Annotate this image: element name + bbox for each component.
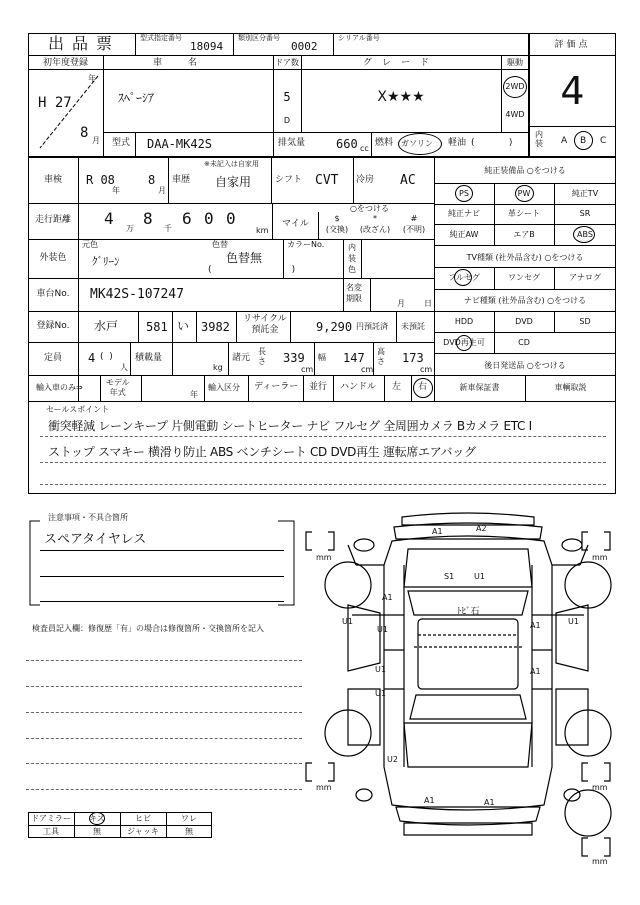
fuel-circle bbox=[398, 133, 442, 155]
interior-a: A bbox=[561, 136, 568, 146]
nav-cd: CD bbox=[518, 338, 530, 347]
doors-label: ドア数 bbox=[275, 58, 299, 67]
divider bbox=[434, 353, 616, 354]
divider bbox=[373, 342, 374, 375]
name-label: 車名 bbox=[152, 58, 223, 68]
acc-cell: 無 bbox=[185, 827, 193, 836]
acc-header: キズ bbox=[89, 814, 105, 823]
capacity-paren: ( ) bbox=[100, 352, 113, 362]
equipment-pw-circle bbox=[515, 185, 534, 202]
divider bbox=[103, 69, 529, 70]
load-unit: kg bbox=[213, 363, 223, 372]
nav-hdd: HDD bbox=[454, 317, 474, 326]
divider bbox=[28, 278, 434, 279]
inspector-rule bbox=[26, 763, 302, 764]
divider bbox=[103, 55, 104, 157]
equipment-navi: 純正ナビ bbox=[448, 209, 480, 218]
color-change-label: 色替 bbox=[212, 240, 228, 249]
divider bbox=[333, 375, 334, 401]
equipment-aw: 純正AW bbox=[449, 230, 479, 239]
import-label: 輸入車のみ⇒ bbox=[36, 383, 83, 392]
divider bbox=[361, 239, 362, 278]
mileage-unit: 万 bbox=[126, 224, 134, 233]
divider bbox=[396, 311, 397, 342]
acc-cell: ジャッキ bbox=[127, 827, 159, 836]
ruibetsu-value: 0002 bbox=[291, 40, 318, 53]
ac-label: 冷房 bbox=[356, 175, 375, 185]
shaken-label: 車検 bbox=[43, 175, 62, 185]
width-value: 147 bbox=[343, 351, 365, 365]
meter-note: ○をつける bbox=[350, 204, 389, 213]
mileage-digit: 4 bbox=[104, 209, 114, 228]
shaken-month-unit: 月 bbox=[158, 186, 166, 195]
height-label: 高 さ bbox=[377, 347, 385, 366]
divider bbox=[271, 157, 272, 203]
diagram-mark: U1 bbox=[377, 625, 388, 634]
tire-unit: mm bbox=[316, 783, 332, 792]
height-value: 173 bbox=[402, 351, 424, 365]
sales-line bbox=[40, 462, 606, 463]
dim-unit: cm bbox=[420, 365, 433, 374]
diagram-mark: S1 bbox=[444, 572, 455, 581]
fuel-label: 燃料 bbox=[375, 138, 394, 148]
interior-c: C bbox=[600, 136, 607, 146]
diagram-mark: A1 bbox=[484, 798, 495, 807]
shaken-month: 8 bbox=[148, 173, 156, 187]
reg-month-unit: 月 bbox=[92, 136, 100, 145]
reg-diagonal bbox=[34, 72, 100, 152]
displacement-unit: cc bbox=[360, 144, 369, 153]
diagram-mark: ﾄﾋﾞ石 bbox=[457, 607, 480, 617]
reg-year-unit: 年 bbox=[88, 74, 96, 83]
color-change-value: 色替無 bbox=[226, 251, 263, 265]
divider bbox=[28, 401, 616, 402]
width-label: 幅 bbox=[318, 353, 326, 362]
reg-number: 3982 bbox=[201, 320, 230, 334]
name-change-label: 名変 期限 bbox=[346, 283, 362, 303]
nav-title: ナビ種類 (社外品含む) ○をつける bbox=[463, 296, 587, 305]
divider bbox=[434, 267, 616, 268]
tire-unit: mm bbox=[316, 553, 332, 562]
divider bbox=[138, 311, 139, 342]
nav-dvd-play-circle bbox=[456, 335, 472, 351]
fuel-gasoline: ガソリン bbox=[401, 139, 433, 148]
nav-dvd-play: DVD再生可 bbox=[443, 338, 485, 347]
divider bbox=[168, 157, 169, 203]
divider bbox=[434, 332, 616, 333]
divider bbox=[333, 33, 334, 55]
divider bbox=[248, 375, 249, 401]
diagram-mark: U1 bbox=[474, 572, 485, 581]
displacement-value: 660 bbox=[336, 137, 358, 151]
divider bbox=[233, 33, 234, 55]
inspector-rule bbox=[26, 686, 302, 687]
history-value: 自家用 bbox=[215, 175, 252, 189]
divider bbox=[434, 311, 616, 312]
sales-points-line-1: 衝突軽減 レーンキープ 片側電動 シートヒーター ナビ フルセグ 全周囲カメラ Bカメラ ETC I bbox=[48, 419, 532, 433]
divider bbox=[353, 157, 354, 203]
reg-era: H 27 bbox=[38, 95, 72, 111]
meter-opt-unknown: (不明) bbox=[402, 225, 426, 234]
load-label: 積載量 bbox=[135, 353, 163, 363]
divider bbox=[204, 375, 205, 401]
tv-oneseg: ワンセグ bbox=[508, 273, 540, 282]
divider bbox=[434, 289, 616, 290]
diagram-mark: A1 bbox=[530, 621, 541, 630]
equipment-sr: SR bbox=[579, 209, 591, 218]
divider bbox=[28, 375, 434, 376]
acc-header: ドアミラー bbox=[31, 814, 71, 823]
inspector-rule bbox=[26, 660, 302, 661]
reg-class: 581 bbox=[146, 320, 168, 334]
diagram-mark: U2 bbox=[387, 755, 398, 764]
ac-value: AC bbox=[400, 173, 416, 188]
color-orig-label: 元色 bbox=[82, 240, 98, 249]
tire-unit: mm bbox=[592, 553, 608, 562]
import-parallel: 並行 bbox=[309, 382, 328, 392]
post-manual: 車輌取説 bbox=[554, 383, 587, 392]
diagram-mark: U1 bbox=[375, 665, 386, 674]
diagram-mark: A1 bbox=[424, 796, 435, 805]
divider bbox=[236, 311, 237, 342]
handle-label: ハンドル bbox=[340, 382, 377, 392]
inspector-label: 検査員記入欄：修復歴「有」の場合は修復箇所・交換箇所を記入 bbox=[32, 624, 264, 633]
mileage-miles: マイル bbox=[282, 219, 309, 229]
meter-opt-unknown: # bbox=[410, 214, 418, 223]
divider bbox=[130, 342, 131, 375]
divider bbox=[172, 311, 173, 342]
divider bbox=[434, 204, 616, 205]
model-label: 型式 bbox=[112, 138, 131, 148]
post-warranty: 新車保証書 bbox=[459, 383, 500, 392]
chassis-label: 車台No. bbox=[36, 289, 70, 299]
length-value: 339 bbox=[283, 351, 305, 365]
shift-label: シフト bbox=[275, 175, 303, 185]
displacement-label: 排気量 bbox=[278, 138, 306, 148]
history-label: 車歴 bbox=[172, 175, 191, 185]
inspector-rule bbox=[26, 738, 302, 739]
dims-label: 諸元 bbox=[232, 353, 251, 363]
car-diagram bbox=[300, 505, 636, 865]
fuel-paren: ( ) bbox=[471, 138, 513, 148]
model-value: DAA-MK42S bbox=[147, 137, 213, 151]
acc-header: ワレ bbox=[181, 814, 197, 823]
divider bbox=[529, 55, 616, 56]
meter-opt-swap: (交換) bbox=[325, 225, 349, 234]
capacity-value: 4 bbox=[88, 351, 96, 365]
doors-value: 5 bbox=[283, 90, 291, 104]
divider bbox=[78, 157, 79, 401]
drive-label: 駆動 bbox=[507, 58, 523, 67]
doors-suffix: D bbox=[283, 116, 291, 125]
divider bbox=[272, 203, 273, 239]
acc-kizu-circle bbox=[89, 812, 105, 825]
recycle-value: 9,290 bbox=[316, 320, 353, 334]
inspector-rule bbox=[26, 789, 302, 790]
acc-cell: 無 bbox=[93, 827, 101, 836]
handle-right: 右 bbox=[418, 382, 428, 392]
sales-points-label: セールスポイント bbox=[46, 405, 110, 414]
post-title: 後日発送品 ○をつける bbox=[484, 361, 566, 370]
equipment-pw: PW bbox=[517, 189, 531, 198]
divider bbox=[135, 132, 136, 157]
mileage-digit: 0 bbox=[226, 209, 236, 228]
recycle-unit: 円預託済 bbox=[356, 322, 388, 331]
divider bbox=[529, 126, 616, 127]
grade-value: X★★★ bbox=[377, 89, 425, 105]
grade-label: グレード bbox=[362, 58, 439, 68]
tv-fullseg: フルセグ bbox=[448, 273, 480, 282]
interior-b: B bbox=[580, 136, 587, 146]
mileage-label: 走行距離 bbox=[34, 215, 71, 225]
equipment-tv: 純正TV bbox=[571, 189, 599, 198]
interior-color-label: 内 装 色 bbox=[348, 243, 356, 274]
reg-kana: い bbox=[177, 319, 190, 333]
acc-header: ヒビ bbox=[135, 814, 151, 823]
chassis-value: MK42S-107247 bbox=[90, 287, 184, 302]
divider bbox=[283, 239, 284, 278]
divider bbox=[343, 239, 344, 278]
meter-opt-swap: $ bbox=[334, 214, 340, 223]
mileage-digit: 0 bbox=[204, 209, 214, 228]
tv-title: TV種類 (社外品含む) ○をつける bbox=[466, 253, 584, 262]
diagram-mark: A1 bbox=[530, 667, 541, 676]
divider bbox=[314, 342, 315, 375]
first-reg-label: 初年度登録 bbox=[42, 58, 88, 68]
recycle-label: リサイクル 預託金 bbox=[243, 314, 287, 335]
katashiki-value: 18094 bbox=[190, 40, 224, 53]
import-dealer: ディーラー bbox=[254, 382, 299, 392]
history-note: ※未記入は自家用 bbox=[204, 160, 259, 168]
divider bbox=[411, 375, 412, 401]
dim-unit: cm bbox=[361, 365, 374, 374]
nav-sd: SD bbox=[579, 317, 591, 326]
color-label: 外装色 bbox=[39, 253, 67, 263]
sheet-title: 出品票 bbox=[48, 34, 121, 53]
shift-value: CVT bbox=[315, 173, 339, 188]
diagram-mark: U1 bbox=[568, 617, 579, 626]
equipment-ps-circle bbox=[455, 185, 473, 202]
shaken-era: R 08 bbox=[86, 173, 115, 187]
color-orig-value: ｸﾞﾘｰﾝ bbox=[92, 255, 120, 268]
equipment-ps: PS bbox=[459, 189, 469, 198]
equipment-abs: ABS bbox=[577, 230, 593, 239]
notes-rule bbox=[40, 601, 284, 602]
diagram-mark: A1 bbox=[432, 527, 443, 536]
divider bbox=[434, 183, 616, 184]
capacity-label: 定員 bbox=[43, 353, 62, 363]
divider bbox=[434, 245, 616, 246]
sales-points-line-2: ストップ スマキー 横滑り防止 ABS ベンチシート CD DVD再生 運転席エアバッグ bbox=[48, 445, 476, 459]
model-year-unit: 年 bbox=[190, 390, 198, 399]
meter-opt-tamper: (改ざん) bbox=[359, 225, 391, 234]
name-change-month: 月 bbox=[397, 299, 405, 308]
divider bbox=[290, 311, 291, 342]
equipment-abs-circle bbox=[573, 226, 595, 243]
tv-fullseg-circle bbox=[454, 269, 472, 286]
handle-right-circle bbox=[413, 378, 433, 398]
sales-line bbox=[40, 436, 606, 437]
score-value: 4 bbox=[560, 69, 585, 113]
divider bbox=[228, 342, 229, 375]
tire-unit: mm bbox=[592, 783, 608, 792]
divider bbox=[434, 224, 616, 225]
mileage-unit: km bbox=[256, 226, 269, 235]
color-no-label: カラーNo. bbox=[287, 240, 325, 249]
equipment-leather: 革シート bbox=[508, 209, 540, 218]
katashiki-label: 型式指定番号 bbox=[140, 34, 182, 42]
equipment-title: 純正装備品 ○をつける bbox=[484, 166, 566, 175]
notes-label: 注意事項・不具合箇所 bbox=[48, 513, 128, 522]
color-paren: ( ) bbox=[208, 265, 296, 275]
interior-label: 内 装 bbox=[535, 130, 543, 148]
nav-dvd: DVD bbox=[515, 317, 533, 326]
divider bbox=[273, 132, 274, 157]
meter-opt-tamper: * bbox=[373, 214, 377, 223]
reg-no-label: 登録No. bbox=[36, 321, 70, 331]
interior-b-circle bbox=[574, 131, 593, 150]
mileage-digit: 8 bbox=[143, 209, 153, 228]
notes-rule bbox=[40, 550, 284, 551]
diagram-mark: A2 bbox=[476, 524, 487, 533]
divider bbox=[384, 375, 385, 401]
import-type-label: 輸入区分 bbox=[208, 383, 240, 392]
drive-2wd-circle bbox=[503, 76, 527, 98]
drive-4wd: 4WD bbox=[505, 110, 525, 119]
vehicle-name: ｽﾍﾟｰｼｱ bbox=[118, 91, 155, 105]
notes-line-1: スペアタイヤレス bbox=[44, 532, 147, 547]
notes-rule bbox=[40, 576, 284, 577]
mileage-unit: 千 bbox=[164, 224, 172, 233]
tire-unit: mm bbox=[592, 857, 608, 866]
dim-unit: cm bbox=[301, 365, 314, 374]
acc-cell: 工具 bbox=[43, 827, 59, 836]
serial-label: シリアル番号 bbox=[338, 34, 380, 42]
inspector-rule bbox=[26, 712, 302, 713]
fuel-diesel: 軽油 bbox=[448, 138, 467, 148]
divider bbox=[100, 375, 101, 401]
diagram-mark: U1 bbox=[375, 689, 386, 698]
divider bbox=[141, 375, 142, 401]
divider bbox=[135, 33, 136, 55]
reg-month: 8 bbox=[80, 125, 89, 141]
tv-analog: アナログ bbox=[569, 273, 601, 282]
shaken-year-unit: 年 bbox=[112, 186, 120, 195]
name-change-day: 日 bbox=[424, 299, 432, 308]
capacity-unit: 人 bbox=[120, 363, 128, 372]
model-year-label: モデル 年式 bbox=[106, 378, 130, 397]
handle-left: 左 bbox=[392, 382, 402, 392]
divider bbox=[172, 342, 173, 375]
ruibetsu-label: 類別区分番号 bbox=[238, 34, 280, 42]
divider bbox=[28, 311, 434, 312]
drive-2wd: 2WD bbox=[505, 82, 525, 91]
divider bbox=[370, 278, 371, 311]
divider bbox=[371, 132, 372, 157]
recycle-pending: 未預託 bbox=[401, 322, 425, 331]
divider bbox=[343, 278, 344, 311]
diagram-mark: U1 bbox=[342, 617, 353, 626]
sales-line bbox=[40, 484, 606, 485]
mileage-digit: 6 bbox=[182, 209, 192, 228]
diagram-mark: A1 bbox=[382, 593, 393, 602]
divider bbox=[28, 69, 103, 70]
score-label: 評価点 bbox=[554, 40, 591, 50]
length-label: 長 さ bbox=[258, 347, 266, 366]
divider bbox=[103, 132, 529, 133]
divider bbox=[196, 311, 197, 342]
equipment-airbag: エアB bbox=[513, 230, 535, 239]
divider bbox=[303, 375, 304, 401]
reg-place: 水戸 bbox=[94, 319, 119, 333]
